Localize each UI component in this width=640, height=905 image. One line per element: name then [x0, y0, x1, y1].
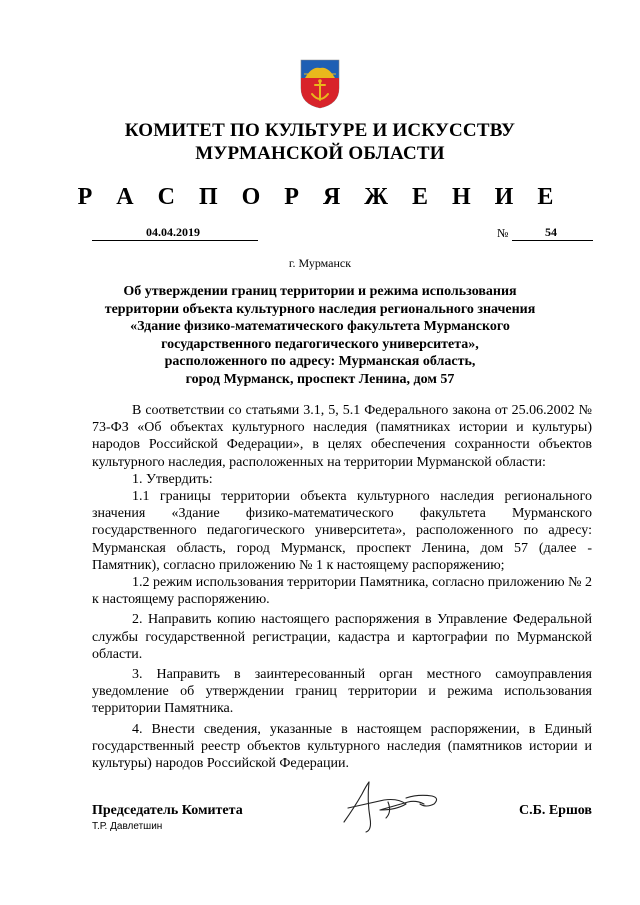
- item-1-2: 1.2 режим использования территории Памятника, согласно приложению № 2 к настоящему распоряжению.: [92, 575, 592, 608]
- item-2: 2. Направить копию настоящего распоряжения в Управление Федеральной службы государственной регистрации, кадастра и картографии по Мурманской области.: [92, 612, 592, 662]
- heading-line: Об утверждении границ территории и режима использования: [123, 284, 517, 299]
- item-1-1: 1.1 границы территории объекта культурного наследия регионального значения «Здание физико-математического факультета Мурманского государственного педагогического университета», расположенного по адресу: Мурманская область, город Мурманск, проспект Ленина, дом 57 (далее - Памятник), согласно приложению № 1 к настоящему распоряжению;: [92, 489, 592, 573]
- document-date: 04.04.2019: [146, 225, 200, 239]
- heading-line: «Здание физико-математического факультета Мурманского: [130, 319, 510, 334]
- document-heading: [80, 283, 560, 388]
- executor-name: Т.Р. Давлетшин: [92, 821, 163, 832]
- signatory-position: Председатель Комитета: [92, 803, 243, 818]
- heading-line: государственного педагогического университета»,: [161, 336, 479, 352]
- coat-of-arms-icon: [299, 58, 341, 110]
- item-4: 4. Внести сведения, указанные в настоящем распоряжении, в Единый государственный реестр объектов культурного наследия (памятников истории и культуры) народов Российской Федерации.: [92, 721, 592, 772]
- intro-paragraph: В соответствии со статьями 3.1, 5, 5.1 Федерального закона от 25.06.2002 № 73-ФЗ «Об объектах культурного наследия (памятниках истории и культуры) народов Российской Федерации», в целях обеспечения сохранности объектов культурного наследия, расположенных на территории Мурманской области:: [92, 403, 592, 470]
- item-1: 1. Утвердить:: [132, 471, 213, 487]
- number-sign: №: [497, 226, 509, 240]
- item-3: 3. Направить в заинтересованный орган местного самоуправления уведомление об утверждении границ территории и режима использования территории Памятника.: [92, 667, 592, 717]
- document-body: [92, 402, 592, 772]
- heading-line: город Мурманск, проспект Ленина, дом 57: [185, 371, 455, 387]
- signatory-name: С.Б. Ершов: [518, 803, 592, 818]
- committee-name-line-2: МУРМАНСКОЙ ОБЛАСТИ: [195, 143, 445, 164]
- document-city: г. Мурманск: [288, 256, 352, 270]
- document-number: 54: [545, 225, 557, 239]
- heading-line: расположенного по адресу: Мурманская область,: [164, 354, 476, 369]
- document-type-title: Р А С П О Р Я Ж Е Н И Е: [77, 184, 563, 210]
- heading-line: территории объекта культурного наследия регионального значения: [104, 301, 536, 317]
- committee-name-line-1: КОМИТЕТ ПО КУЛЬТУРЕ И ИСКУССТВУ: [124, 120, 516, 141]
- signature-icon: [336, 778, 446, 834]
